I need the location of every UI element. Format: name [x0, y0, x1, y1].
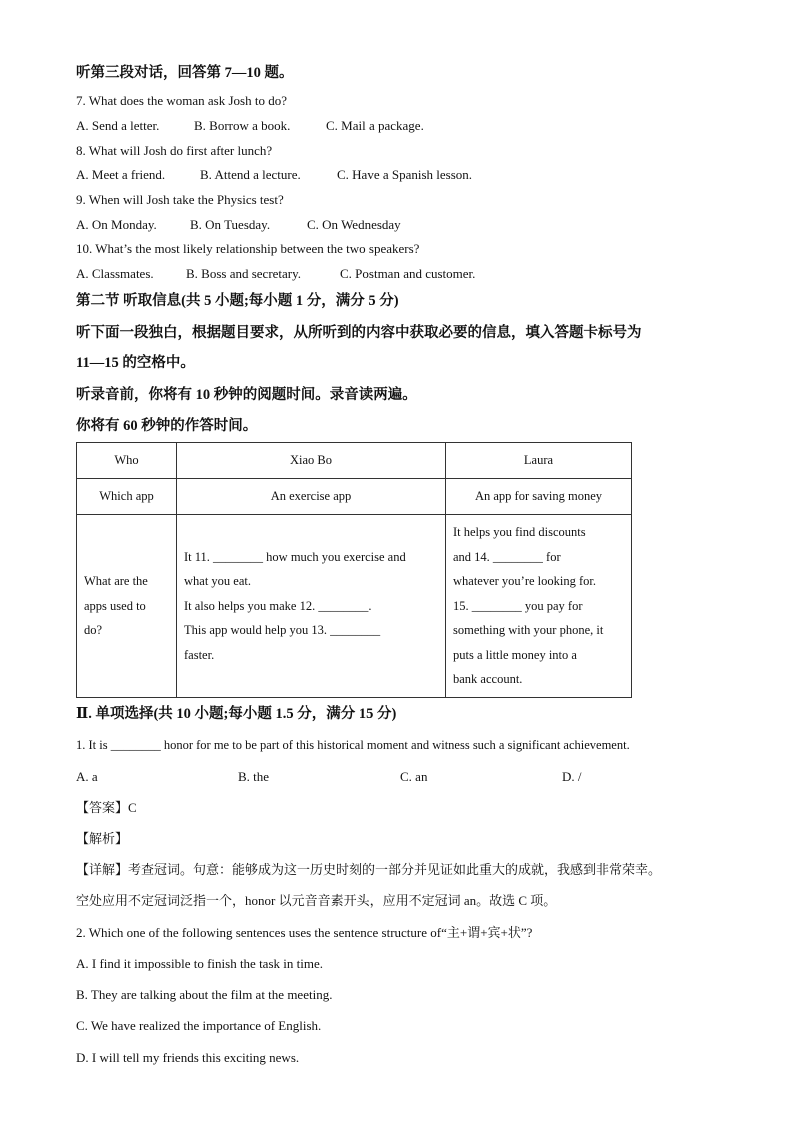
option: B. the — [238, 769, 270, 784]
text-line: It 11. ________ how much you exercise and — [184, 549, 406, 564]
text-line: 15. ________ you pay for — [453, 598, 583, 613]
row-label-usage — [77, 515, 177, 698]
section3-header: 听第三段对话，回答第 7—10 题。 — [76, 65, 294, 81]
mc-question-2: 2. Which one of the following sentences uses the sentence structure of“主+谓+宾+状”? — [76, 925, 533, 940]
answer-line: 【答案】C — [76, 800, 137, 815]
part-ii-header: Ⅱ. 单项选择(共 10 小题;每小题 1.5 分，满分 15 分) — [76, 706, 397, 722]
mc-question-2-option-b: B. They are talking about the film at the meeting. — [76, 987, 333, 1002]
option: A. Classmates. — [76, 266, 154, 281]
mc-question-1-options — [76, 770, 582, 783]
option: A. a — [76, 769, 98, 784]
text-line: and 14. ________ for — [453, 549, 561, 564]
part2-header: 第二节 听取信息(共 5 小题;每小题 1 分，满分 5 分) — [76, 293, 399, 309]
question-7-options — [76, 119, 424, 132]
part2-instruction-4: 你将有 60 秒钟的作答时间。 — [76, 418, 258, 434]
table-row — [77, 515, 632, 698]
option: B. On Tuesday. — [190, 217, 271, 232]
option: C. On Wednesday — [307, 217, 401, 232]
option: A. Meet a friend. — [76, 167, 166, 182]
table-row — [77, 479, 632, 515]
text-line: This app would help you 13. ________ — [184, 623, 381, 638]
mc-question-2-option-c: C. We have realized the importance of English. — [76, 1018, 322, 1033]
detail-line-1: 【详解】考查冠词。句意：能够成为这一历史时刻的一部分并见证如此重大的成就，我感到非常荣幸。 — [76, 862, 662, 877]
label-line: apps used to — [84, 598, 146, 613]
option: C. Have a Spanish lesson. — [337, 167, 473, 182]
cell-xiaobo-app: An exercise app — [177, 479, 446, 515]
text-line: whatever you’re looking for. — [453, 574, 597, 589]
option: C. an — [400, 769, 428, 784]
text-line: It helps you find discounts — [453, 524, 586, 539]
part2-instruction-1: 听下面一段独白，根据题目要求，从所听到的内容中获取必要的信息，填入答题卡标号为 — [76, 325, 642, 341]
label-line: do? — [84, 623, 103, 638]
mc-question-2-option-a: A. I find it impossible to finish the task in time. — [76, 956, 323, 971]
text-line: puts a little money into a — [453, 647, 577, 662]
label-line: What are the — [84, 574, 148, 589]
text-line: bank account. — [453, 672, 523, 687]
question-7: 7. What does the woman ask Josh to do? — [76, 93, 287, 108]
question-10: 10. What’s the most likely relationship between the two speakers? — [76, 241, 420, 256]
option: C. Mail a package. — [326, 118, 424, 133]
option: B. Boss and secretary. — [186, 266, 302, 281]
row-label-which-app: Which app — [77, 479, 177, 515]
cell-xiaobo-usage — [177, 515, 446, 698]
mc-question-1: 1. It is ________ honor for me to be part of this historical moment and witness such a significant achievement. — [76, 738, 630, 752]
question-9-options — [76, 218, 401, 231]
text-line: It also helps you make 12. ________. — [184, 598, 372, 613]
option: B. Borrow a book. — [194, 118, 291, 133]
header-cell-laura: Laura — [446, 443, 632, 479]
header-cell-xiaobo: Xiao Bo — [177, 443, 446, 479]
text-line: something with your phone, it — [453, 623, 604, 638]
option: A. Send a letter. — [76, 118, 160, 133]
cell-laura-app: An app for saving money — [446, 479, 632, 515]
option: B. Attend a lecture. — [200, 167, 301, 182]
option: A. On Monday. — [76, 217, 157, 232]
table-row — [77, 443, 632, 479]
question-9: 9. When will Josh take the Physics test? — [76, 192, 284, 207]
part2-instruction-3: 听录音前，你将有 10 秒钟的阅题时间。录音读两遍。 — [76, 387, 417, 403]
option: C. Postman and customer. — [340, 266, 476, 281]
info-table — [76, 442, 632, 698]
cell-laura-usage — [446, 515, 632, 698]
option: D. / — [562, 769, 582, 784]
question-8: 8. What will Josh do first after lunch? — [76, 143, 273, 158]
detail-line-2: 空处应用不定冠词泛指一个，honor 以元音音素开头，应用不定冠词 an。故选 C 项。 — [76, 893, 557, 908]
text-line: faster. — [184, 647, 215, 662]
header-cell-who: Who — [77, 443, 177, 479]
question-8-options — [76, 168, 472, 181]
part2-instruction-2: 11—15 的空格中。 — [76, 355, 195, 371]
text-line: what you eat. — [184, 574, 251, 589]
analysis-label: 【解析】 — [76, 831, 129, 846]
mc-question-2-option-d: D. I will tell my friends this exciting news. — [76, 1050, 300, 1065]
question-10-options — [76, 267, 475, 280]
